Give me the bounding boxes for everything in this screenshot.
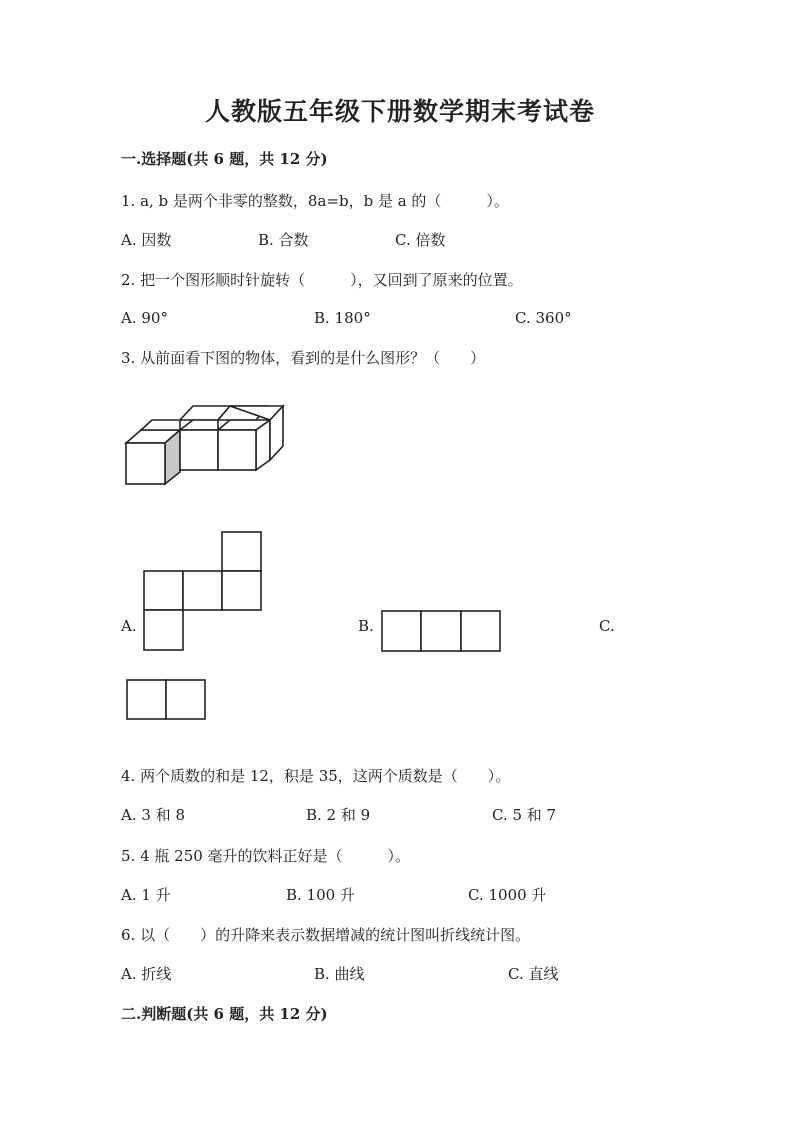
question-6: 6. 以（ ）的升降来表示数据增减的统计图叫折线统计图。 [121,926,531,944]
q1-option-c: C. 倍数 [395,231,446,249]
q3-option-c: C. [599,617,615,635]
q6-option-a: A. 折线 [121,965,172,983]
q5-option-b: B. 100 升 [286,886,355,904]
q6-option-c: C. 直线 [508,965,559,983]
q4-option-a: A. 3 和 8 [121,806,185,824]
q1-option-a: A. 因数 [121,231,172,249]
q2-option-a: A. 90° [121,309,168,327]
q3-option-b: B. [358,617,374,635]
question-4: 4. 两个质数的和是 12，积是 35，这两个质数是（ ）。 [121,767,511,785]
q5-option-a: A. 1 升 [121,886,171,904]
q2-option-c: C. 360° [515,309,572,327]
section-heading-choice: 一.选择题(共 6 题，共 12 分) [121,150,328,168]
question-1: 1. a, b 是两个非零的整数，8a=b，b 是 a 的（ ）。 [121,192,509,210]
q2-option-b: B. 180° [314,309,371,327]
q4-option-b: B. 2 和 9 [306,806,371,824]
page-title: 人教版五年级下册数学期末考试卷 [204,97,595,126]
question-3: 3. 从前面看下图的物体，看到的是什么图形？（ ） [121,349,486,367]
q1-option-b: B. 合数 [258,231,309,249]
section-heading-judgement: 二.判断题(共 6 题，共 12 分) [121,1005,328,1023]
q6-option-b: B. 曲线 [314,965,365,983]
question-2: 2. 把一个图形顺时针旋转（ ），又回到了原来的位置。 [121,271,523,289]
q3-option-a: A. [121,617,137,635]
q4-option-c: C. 5 和 7 [492,806,557,824]
question-5: 5. 4 瓶 250 毫升的饮料正好是（ ）。 [121,847,411,865]
q5-option-c: C. 1000 升 [468,886,547,904]
